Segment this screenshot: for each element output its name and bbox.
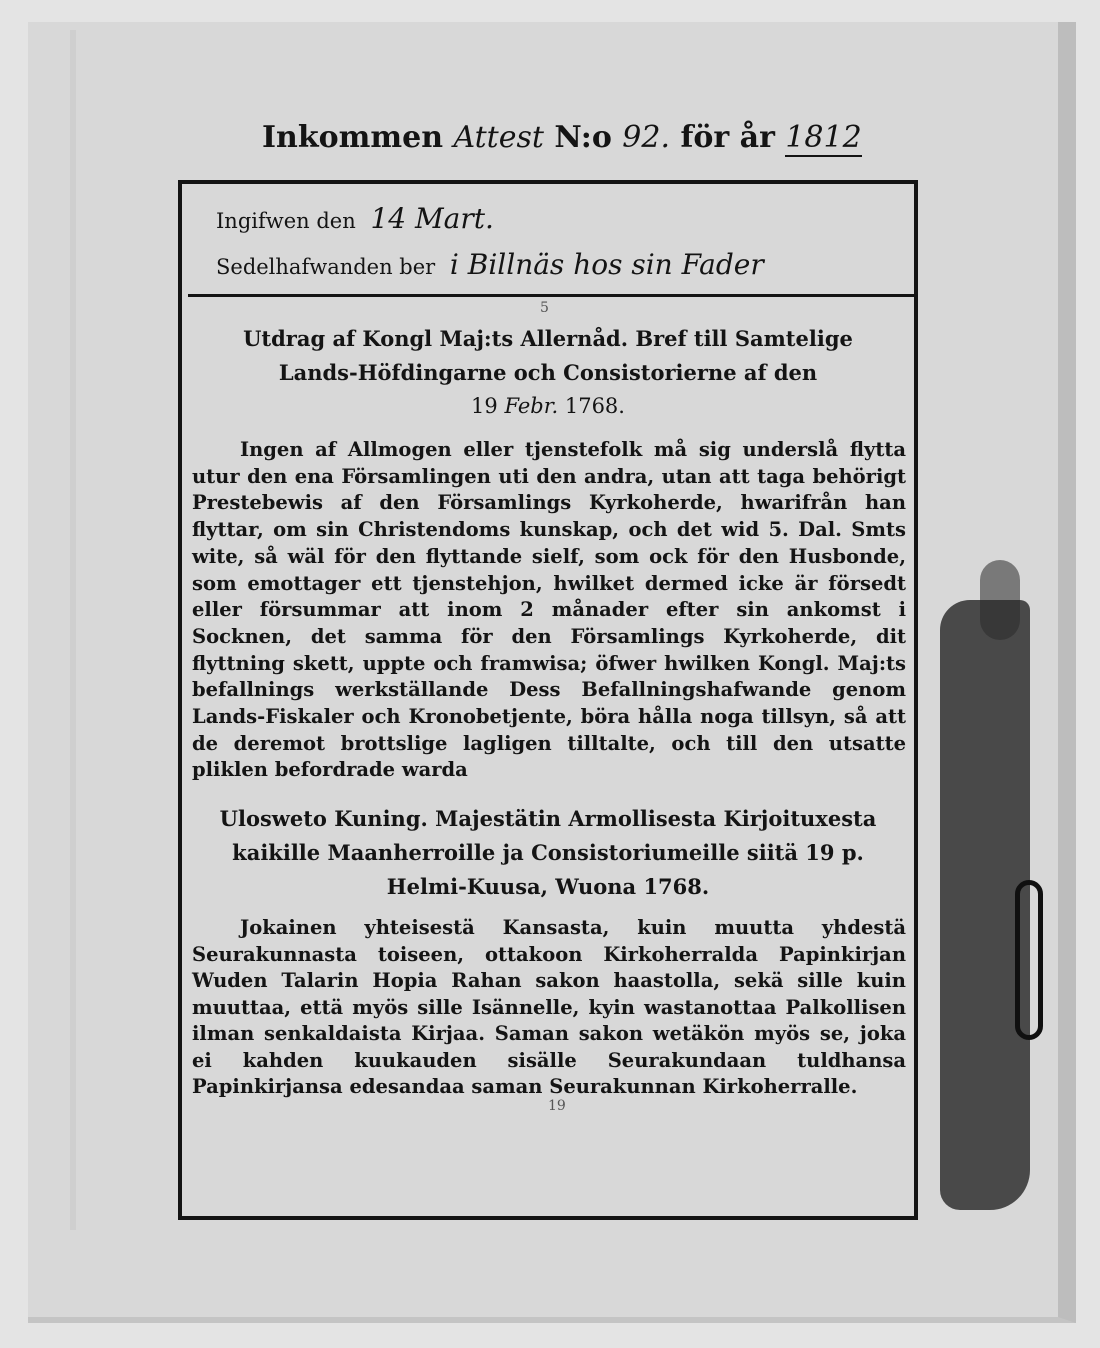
form-row1-label: Ingifwen den	[216, 209, 356, 233]
header-printed-for: för år	[680, 120, 775, 155]
form-row-submitted	[216, 202, 494, 235]
header-line	[262, 120, 862, 172]
binding-ring	[1015, 880, 1043, 1040]
header-printed-prefix: Inkommen	[262, 120, 444, 155]
swedish-date-month: Febr.	[504, 394, 559, 418]
finnish-title-line1: Ulosweto Kuning. Majestätin Armollisesta Kirjoituxesta	[219, 806, 877, 831]
swedish-title-line1: Utdrag af Kongl Maj:ts Allernåd. Bref till Samtelige	[243, 326, 853, 351]
header-handwritten-attest: Attest	[453, 120, 544, 155]
paper-fold	[70, 30, 76, 1230]
swedish-date-year: 1768.	[564, 394, 625, 418]
form-row2-value: i Billnäs hos sin Fader	[449, 248, 764, 281]
swedish-title-date	[178, 394, 918, 419]
page-mark-top: 5	[540, 300, 549, 316]
header-handwritten-number: 92.	[622, 120, 671, 155]
form-row2-label: Sedelhafwanden ber	[216, 255, 436, 279]
form-row1-value: 14 Mart.	[370, 202, 494, 235]
finnish-title-line3: Helmi-Kuusa, Wuona 1768.	[386, 874, 710, 899]
swedish-date-day: 19	[471, 394, 498, 418]
swedish-body: Ingen af Allmogen eller tjenstefolk må sig underslå flytta utur den ena Församlingen uti den andra, utan att taga behörigt Prestebewis af den Församlings Kyrkoherde, hwarifrån han flyttar, om sin Christendoms kunskap, och det wid 5. Dal. Smts wite, så wäl för den flyttande sielf, som ock för den Husbonde, som emottager ett tjenstehjon, hwilket dermed icke är försedt eller försummar att inom 2 månader efter sin ankomst i Socknen, det samma för den Församlings Kyrkoherde, dit flyttning skett, uppte och framwisa; öfwer hwilken Kongl. Maj:ts befallnings werkställande Dess Befallningshafwande genom Lands-Fiskaler och Kronobetjente, böra hålla noga tillsyn, så att de deremot brottslige lagligen tilltalte, och till den utsatte pliklen befordrade warda	[192, 438, 906, 782]
swedish-title-line2: Lands-Höfdingarne och Consistorierne af den	[278, 360, 818, 385]
form-divider	[188, 294, 914, 297]
finnish-body: Jokainen yhteisestä Kansasta, kuin muutta yhdestä Seurakunnasta toiseen, ottakoon Kirkoherralda Papinkirjan Wuden Talarin Hopia Rahan sakon haastolla, sekä sille kuin muuttaa, että myös sille Isännelle, kyin wastanottaa Palkollisen ilman senkaldaista Kirjaa. Saman sakon wetäkön myös se, joka ei kahden kuukauden sisälle Seurakundaan tuldhansa Papinkirjansa edesandaa saman Seurakunnan Kirkoherralle.	[192, 916, 906, 1098]
page-mark-bottom: 19	[548, 1098, 566, 1114]
header-handwritten-year: 1812	[785, 120, 862, 155]
form-row-bearer	[216, 248, 764, 281]
finnish-title-line2: kaikille Maanherroille ja Consistoriumeille siitä 19 p.	[232, 840, 864, 865]
header-printed-no: N:o	[554, 120, 612, 155]
